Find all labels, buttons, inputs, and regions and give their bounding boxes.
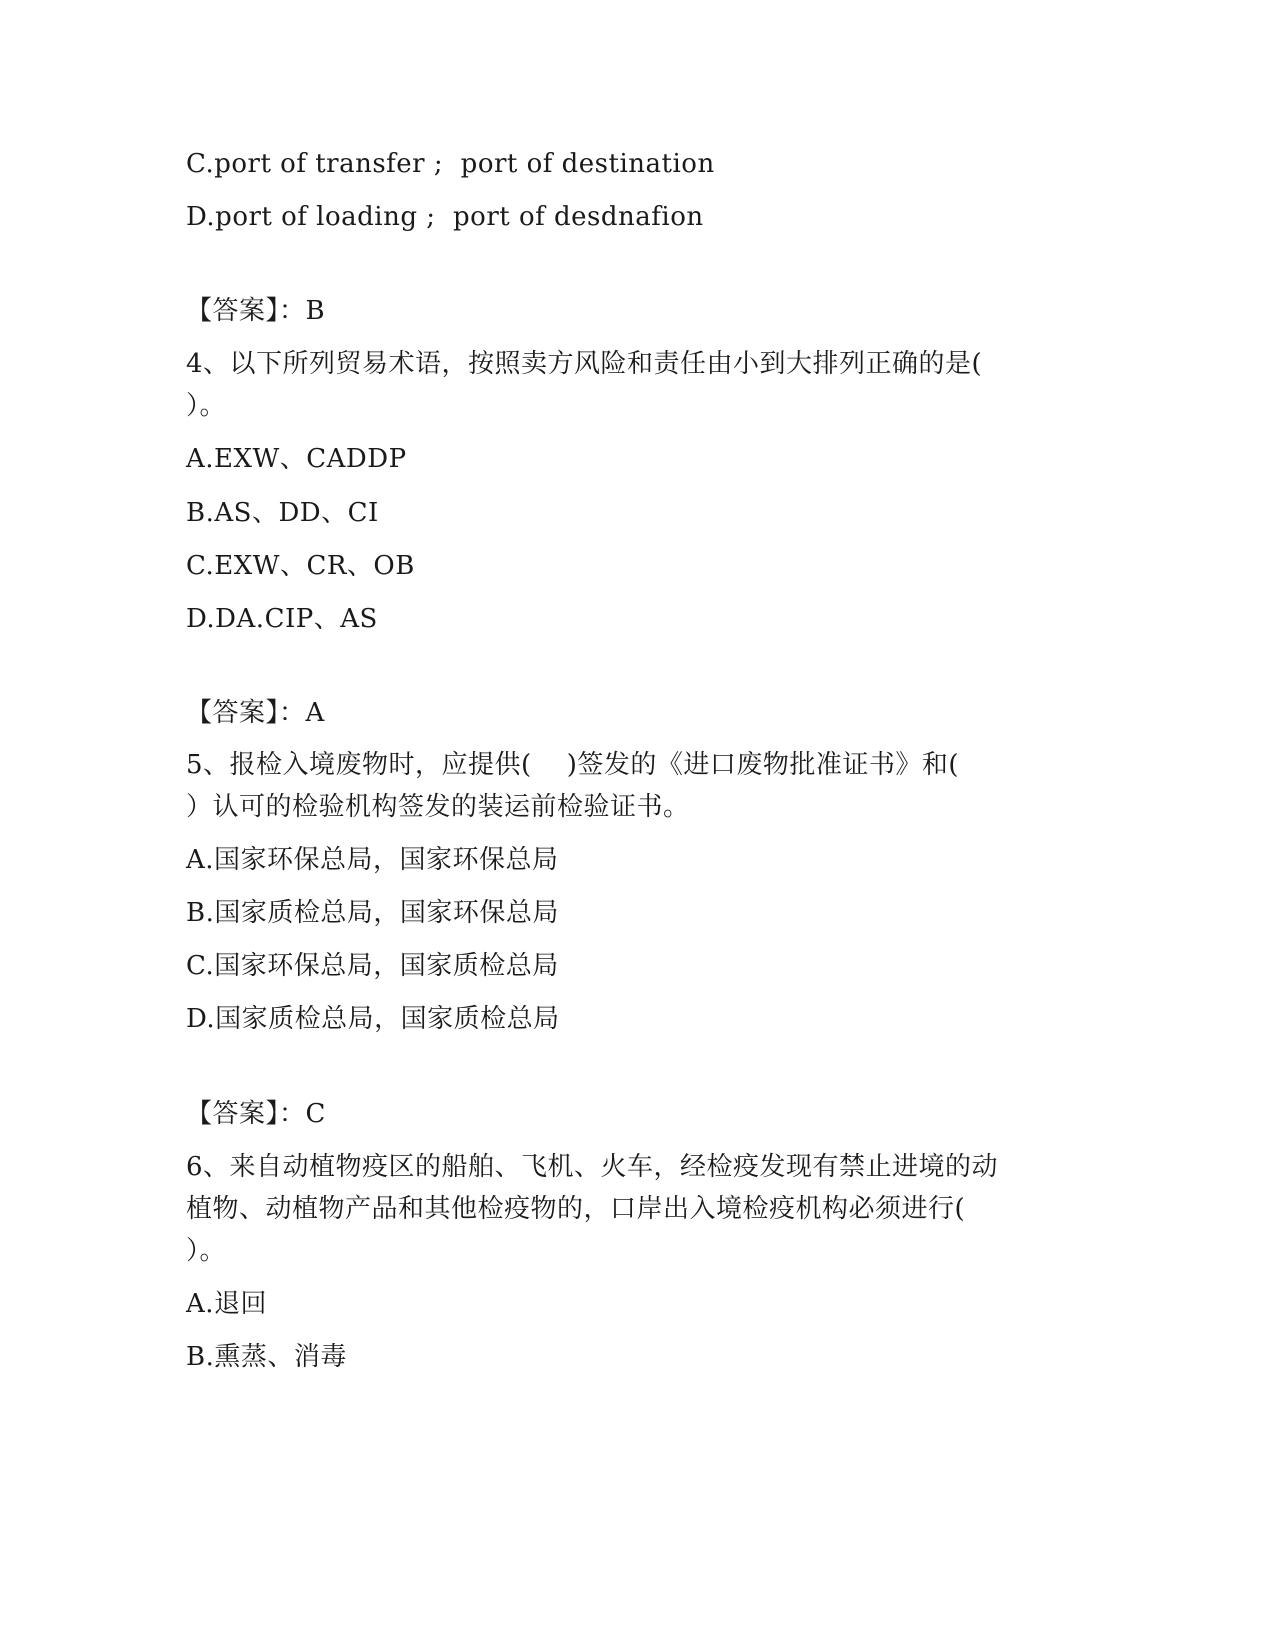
q4-answer: 【答案】：A bbox=[186, 698, 325, 728]
q6-option-b: B.熏蒸、消毒 bbox=[186, 1342, 347, 1372]
q5-stem-line2: ）认可的检验机构签发的装运前检验证书。 bbox=[186, 792, 690, 822]
q3-option-d: D.port of loading ; port of desdnafion bbox=[186, 202, 704, 232]
q5-stem-line1: 5、报检入境废物时，应提供( )签发的《进口废物批准证书》和( bbox=[186, 750, 960, 780]
q5-option-a: A.国家环保总局，国家环保总局 bbox=[186, 845, 559, 875]
q4-stem-line1: 4、以下所列贸易术语，按照卖方风险和责任由小到大排列正确的是( bbox=[186, 349, 983, 379]
q6-stem-line1: 6、来自动植物疫区的船舶、飞机、火车，经检疫发现有禁止进境的动 bbox=[186, 1152, 999, 1182]
q6-stem-line2: 植物、动植物产品和其他检疫物的，口岸出入境检疫机构必须进行( bbox=[186, 1194, 966, 1224]
q4-option-d: D.DA.CIP、AS bbox=[186, 604, 378, 634]
q5-option-b: B.国家质检总局，国家环保总局 bbox=[186, 898, 559, 928]
q5-option-c: C.国家环保总局，国家质检总局 bbox=[186, 951, 559, 981]
q6-stem-line3: ）。 bbox=[186, 1236, 227, 1266]
q3-answer: 【答案】：B bbox=[186, 296, 326, 326]
q4-option-c: C.EXW、CR、OB bbox=[186, 551, 415, 581]
q4-option-b: B.AS、DD、CI bbox=[186, 498, 379, 528]
q5-answer: 【答案】：C bbox=[186, 1099, 326, 1129]
q5-option-d: D.国家质检总局，国家质检总局 bbox=[186, 1004, 560, 1034]
q6-option-a: A.退回 bbox=[186, 1289, 268, 1319]
q4-stem-line2: ）。 bbox=[186, 391, 227, 421]
q3-option-c: C.port of transfer ; port of destination bbox=[186, 149, 715, 179]
q4-option-a: A.EXW、CADDP bbox=[186, 444, 407, 474]
